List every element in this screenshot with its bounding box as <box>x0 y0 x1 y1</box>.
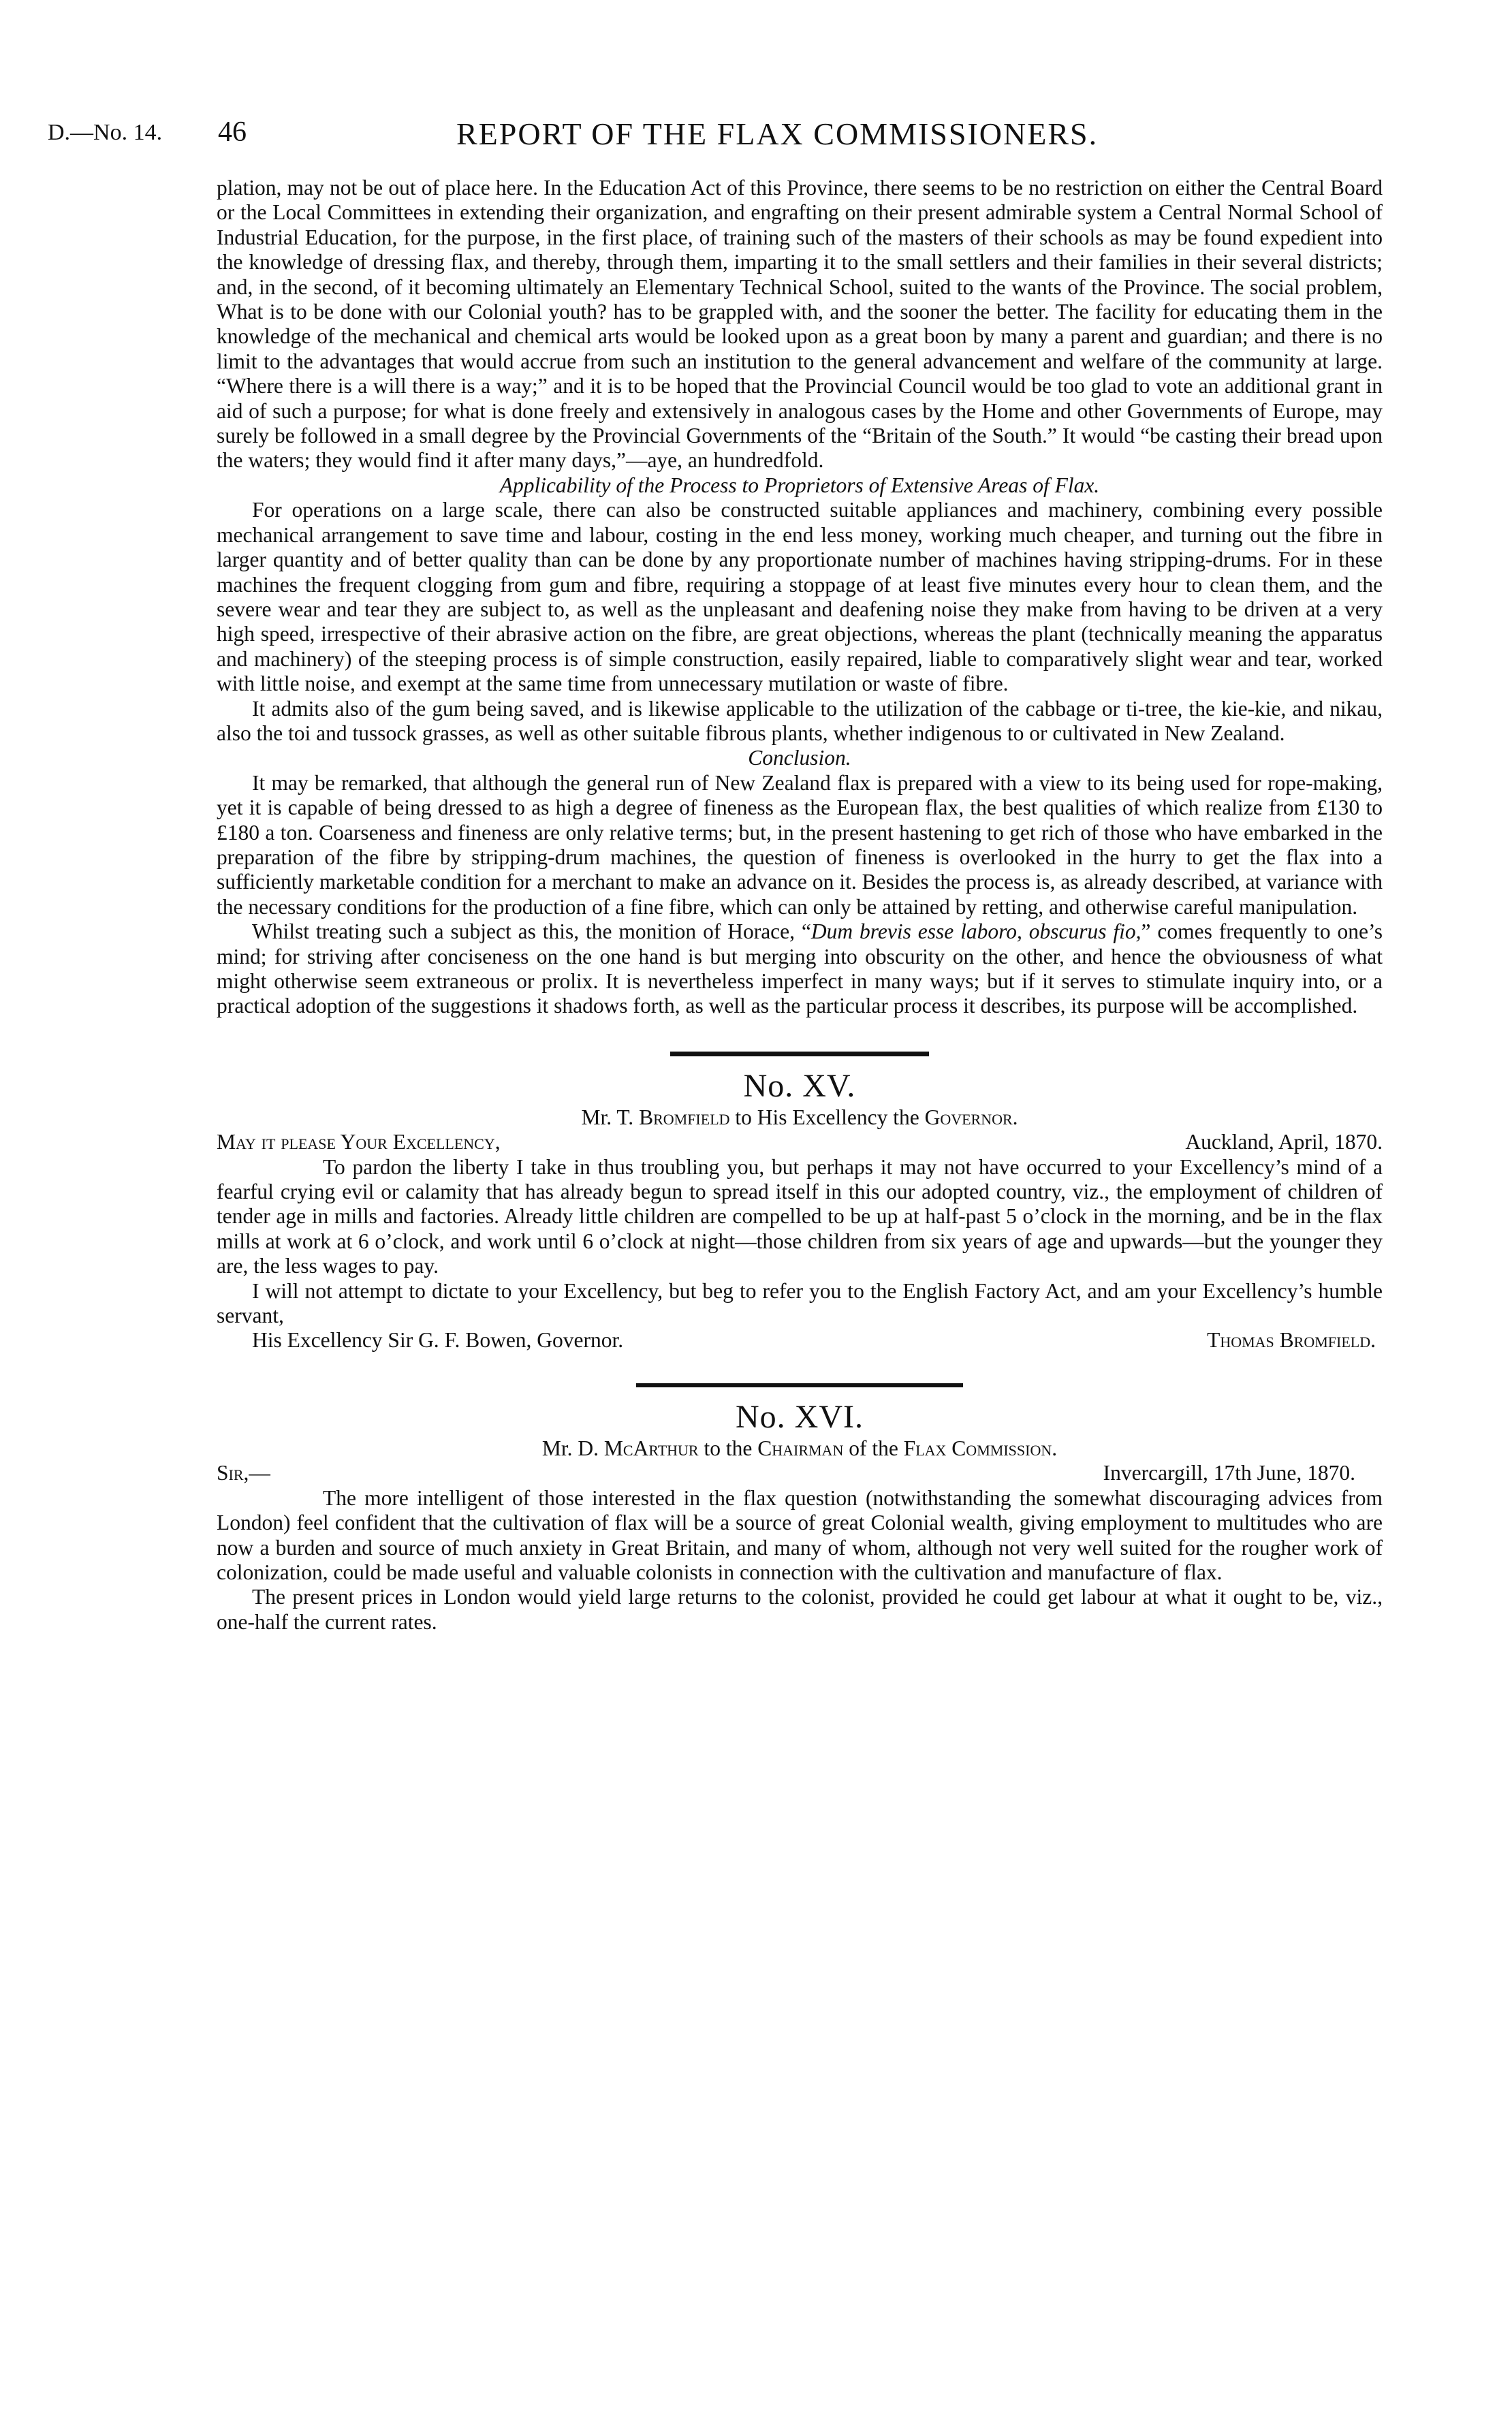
section-number-xvi: No. XVI. <box>736 1398 864 1435</box>
letter-xv-paragraph-2: I will not attempt to dictate to your Excellency, but beg to refer you to the English Factory Act, and am your Excellency’s humble servant, <box>217 1278 1383 1328</box>
paragraph-large-scale: For operations on a large scale, there can also be constructed suitable appliances and machinery, combining every possible mechanical arrangement to save time and labour, costing in the end less money, working much cheaper, and turning out the fibre in larger quantity and of better quality than can be done by any proportionate number of machines having stripping-drums. For in these machines the frequent clogging from gum and fibre, requiring a stoppage of at least five minutes every hour to clean them, and the severe wear and tear they are subject to, as well as the unpleasant and deafening noise they make from having to be driven at a very high speed, irrespective of their abrasive action on the fibre, are great objections, whereas the plant (technically meaning the apparatus and machinery) of the steeping process is of simple construction, easily repaired, liable to comparatively slight wear and tear, worked with little noise, and exempt at the same time from unnecessary mutilation or waste of fibre. <box>217 498 1383 696</box>
salutation: Sir,— <box>217 1461 270 1485</box>
commission-name: Flax Commission. <box>903 1436 1058 1460</box>
letter-xv-paragraph-1: To pardon the liberty I take in thus troubling you, but perhaps it may not have occurred to your Excellency’s mind of a fearful crying evil or calamity that has already begun to spread itself in this our adopted country, viz., the employment of children of tender age in mills and factories. Already little children are compelled to be up at half-past 5 o’clock in the morning, and be in the flax mills at work at 6 o’clock, and work until 6 o’clock at night—those children from six years of age and upwards—but the younger they are, the less wages to pay. <box>217 1154 1383 1278</box>
section-number-xv: No. XV. <box>743 1067 856 1104</box>
running-title: REPORT OF THE FLAX COMMISSIONERS. <box>456 116 1099 151</box>
page-header <box>48 116 1451 157</box>
place-date: Auckland, April, 1870. <box>1185 1130 1383 1154</box>
recipient-title: Governor. <box>924 1105 1018 1129</box>
document-code: D.—No. 14. <box>48 120 163 145</box>
place-date: Invercargill, 17th June, 1870. <box>1103 1461 1355 1485</box>
sender-name: Bromfield <box>639 1105 730 1129</box>
letter-xv-salutation-row <box>217 1130 1383 1154</box>
from-middle: to His Excellency the <box>729 1105 925 1129</box>
salutation: May it please Your Excellency, <box>217 1130 501 1154</box>
addressee: His Excellency Sir G. F. Bowen, Governor. <box>252 1328 624 1353</box>
section-divider <box>670 1052 929 1056</box>
horace-tail: ” comes frequently to one’s mind; for striving after conciseness on the one hand is but merging into obscurity on the other, and hence the obviousness of what might otherwise seem extraneous or prolix. It is nevertheless imperfect in many ways; but if it serves to stimulate inquiry into, or a practical adoption of the suggestions it shadows forth, as well as the particular process it describes, its purpose will be accomplished. <box>217 919 1383 1018</box>
paragraph-conclusion: It may be remarked, that although the general run of New Zealand flax is prepared with a view to its being used for rope-making, yet it is capable of being dressed to as high a degree of fineness as the European flax, the best qualities of which realize from £130 to £180 a ton. Coarseness and fineness are only relative terms; but, in the present hastening to get rich of those who have embarked in the preparation of the fibre by stripping-drum machines, the question of fineness is overlooked in the hurry to get the flax into a sufficiently marketable condition for a merchant to make an advance on it. Besides the process is, as already described, at variance with the necessary conditions for the production of a fine fibre, which can only be attained by retting, and otherwise careful manipulation. <box>217 770 1383 919</box>
letter-xvi-salutation-row <box>217 1461 1383 1485</box>
document-body <box>217 176 1383 1635</box>
letter-xvi-paragraph-2: The present prices in London would yield large returns to the colonist, provided he could get labour at what it ought to be, viz., one-half the current rates. <box>217 1585 1383 1634</box>
from-middle-2: of the <box>843 1436 904 1460</box>
letter-xv-from-line <box>217 1105 1383 1130</box>
paragraph-education: plation, may not be out of place here. In the Education Act of this Province, there seems to be no restriction on either the Central Board or the Local Committees in extending their organization, and engrafting on their present admirable system a Central Normal School of Industrial Education, for the purpose, in the first place, of training such of the masters of their schools as may be found expedient into the knowledge of dressing flax, and thereby, through them, imparting it to the small settlers and their families in their several districts; and, in the second, of it becoming ultimately an Elementary Technical School, suited to the wants of the Province. The social problem, What is to be done with our Colonial youth? has to be grappled with, and the sooner the better. The facility for educating them in the knowledge of the mechanical and chemical arts would be looked upon as a great boon by many a parent and guardian; and there is no limit to the advantages that would accrue from such an institution to the general advancement and welfare of the community at large. “Where there is a will there is a way;” and it is to be hoped that the Provincial Council would be too glad to vote an additional grant in aid of such a purpose; for what is done freely and extensively in analogous cases by the Home and other Governments of Europe, may surely be followed in a small degree by the Provincial Governments of the “Britain of the South.” It would “be casting their bread upon the waters; they would find it after many days,”—aye, an hundredfold. <box>217 176 1383 473</box>
from-prefix: Mr. D. <box>541 1436 604 1460</box>
letter-xvi-from-line <box>217 1436 1383 1461</box>
paragraph-gum: It admits also of the gum being saved, and is likewise applicable to the utilization of the cabbage or ti-tree, the kie-kie, and nikau, also the toi and tussock grasses, as well as other suitable fibrous plants, whether indigenous to or cultivated in New Zealand. <box>217 696 1383 745</box>
page-number: 46 <box>218 116 247 148</box>
signature: Thomas Bromfield. <box>1207 1328 1376 1353</box>
letter-xvi-paragraph-1: The more intelligent of those interested in the flax question (notwithstanding the somewhat discouraging advices from London) feel confident that the cultivation of flax will be a source of great Colonial wealth, giving employment to multitudes who are now a burden and source of much anxiety in Great Britain, and many of whom, although not very well suited for the rougher work of colonization, could be made useful and valuable colonists in connection with the cultivation and manufacture of flax. <box>217 1485 1383 1584</box>
latin-quote: Dum brevis esse laboro, obscurus fio, <box>810 919 1141 944</box>
letter-xv-signoff <box>217 1328 1383 1353</box>
heading-conclusion: Conclusion. <box>748 746 851 770</box>
recipient-title: Chairman <box>757 1436 844 1460</box>
sender-name: McArthur <box>603 1436 699 1460</box>
from-prefix: Mr. T. <box>581 1105 640 1129</box>
horace-lead: Whilst treating such a subject as this, the monition of Horace, “ <box>252 919 811 944</box>
from-middle: to the <box>698 1436 758 1460</box>
section-divider <box>636 1383 963 1387</box>
heading-applicability: Applicability of the Process to Proprietors of Extensive Areas of Flax. <box>499 473 1100 497</box>
paragraph-horace <box>217 919 1383 1019</box>
